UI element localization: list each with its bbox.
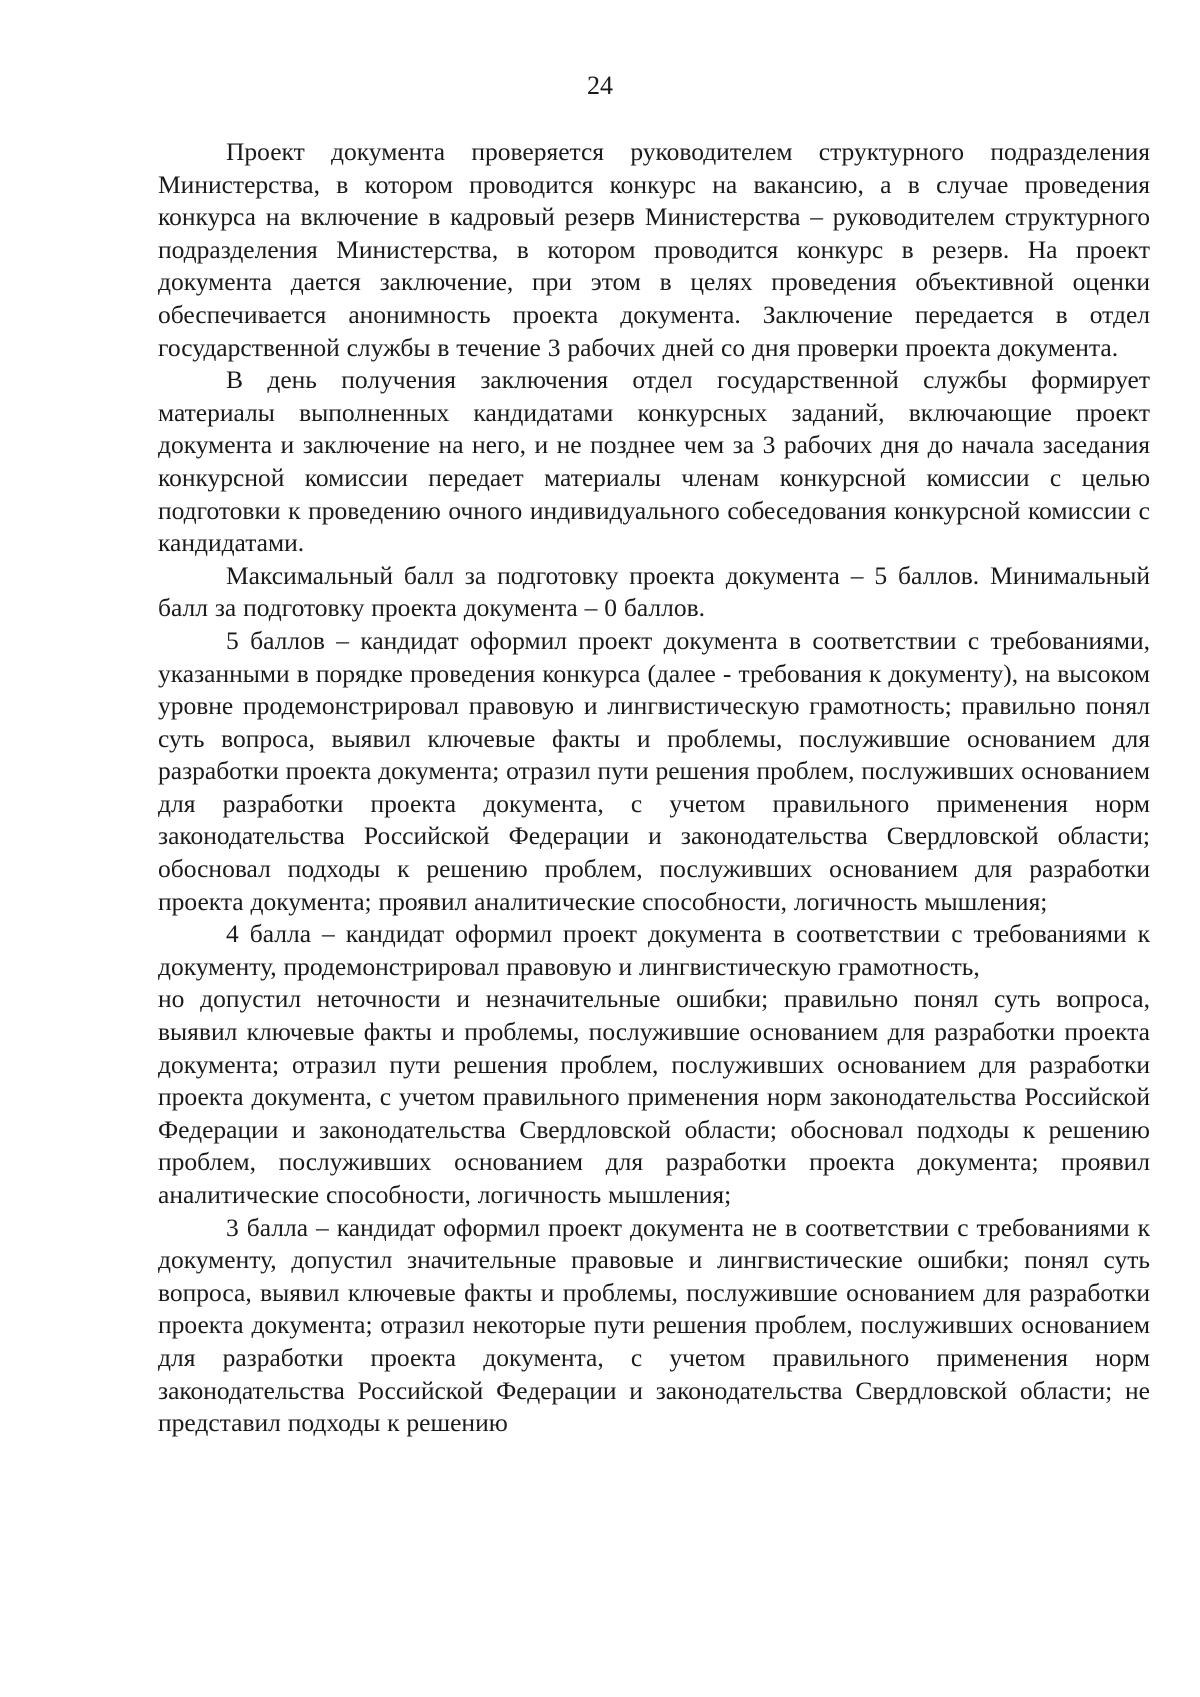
paragraph-materials-formation: В день получения заключения отдел государственной службы формирует материалы выполненных кандидатами конкурсных заданий, включающие проект документа и заключение на него, и не позднее чем за 3 рабочих дня до начала заседания конкурсной комиссии передает материалы членам конкурсной комиссии с целью подготовки к проведению очного индивидуального собеседования конкурсной комиссии с кандидатами.	[158, 365, 1150, 558]
paragraph-score-3: 3 балла – кандидат оформил проект документа не в соответствии с требованиями к документу, допустил значительные правовые и лингвистические ошибки; понял суть вопроса, выявил ключевые факты и проблемы, послужившие основанием для разработки проекта документа; отразил некоторые пути решения проблем, послуживших основанием для разработки проекта документа, с учетом правильного применения норм законодательства Российской Федерации и законодательства Свердловской области; не представил подходы к решению	[158, 1212, 1150, 1438]
document-body	[158, 136, 1150, 1440]
paragraph-score-4: 4 балла – кандидат оформил проект документа в соответствии с требованиями к документу, продемонстрировал правовую и лингвистическую грамотность,	[158, 919, 1150, 981]
page-number: 24	[587, 71, 613, 100]
paragraph-score-5: 5 баллов – кандидат оформил проект документа в соответствии с требованиями, указанными в порядке проведения конкурса (далее - требования к документу), на высоком уровне продемонстрировал правовую и лингвистическую грамотность; правильно понял суть вопроса, выявил ключевые факты и проблемы, послужившие основанием для разработки проекта документа; отразил пути решения проблем, послуживших основанием для разработки проекта документа, с учетом правильного применения норм законодательства Российской Федерации и законодательства Свердловской области; обосновал подходы к решению проблем, послуживших основанием для разработки проекта документа; проявил аналитические способности, логичность мышления;	[158, 625, 1150, 916]
paragraph-score-4-continued: но допустил неточности и незначительные ошибки; правильно понял суть вопроса, выявил ключевые факты и проблемы, послужившие основанием для разработки проекта документа; отразил пути решения проблем, послуживших основанием для разработки проекта документа, с учетом правильного применения норм законодательства Российской Федерации и законодательства Свердловской области; обосновал подходы к решению проблем, послуживших основанием для разработки проекта документа; проявил аналитические способности, логичность мышления;	[158, 984, 1150, 1209]
paragraph-score-range: Максимальный балл за подготовку проекта документа – 5 баллов. Минимальный балл за подготовку проекта документа – 0 баллов.	[158, 560, 1150, 623]
paragraph-review-procedure: Проект документа проверяется руководителем структурного подразделения Министерства, в котором проводится конкурс на вакансию, а в случае проведения конкурса на включение в кадровый резерв Министерства – руководителем структурного подразделения Министерства, в котором проводится конкурс в резерв. На проект документа дается заключение, при этом в целях проведения объективной оценки обеспечивается анонимность проекта документа. Заключение передается в отдел государственной службы в течение 3 рабочих дней со дня проверки проекта документа.	[158, 137, 1150, 362]
